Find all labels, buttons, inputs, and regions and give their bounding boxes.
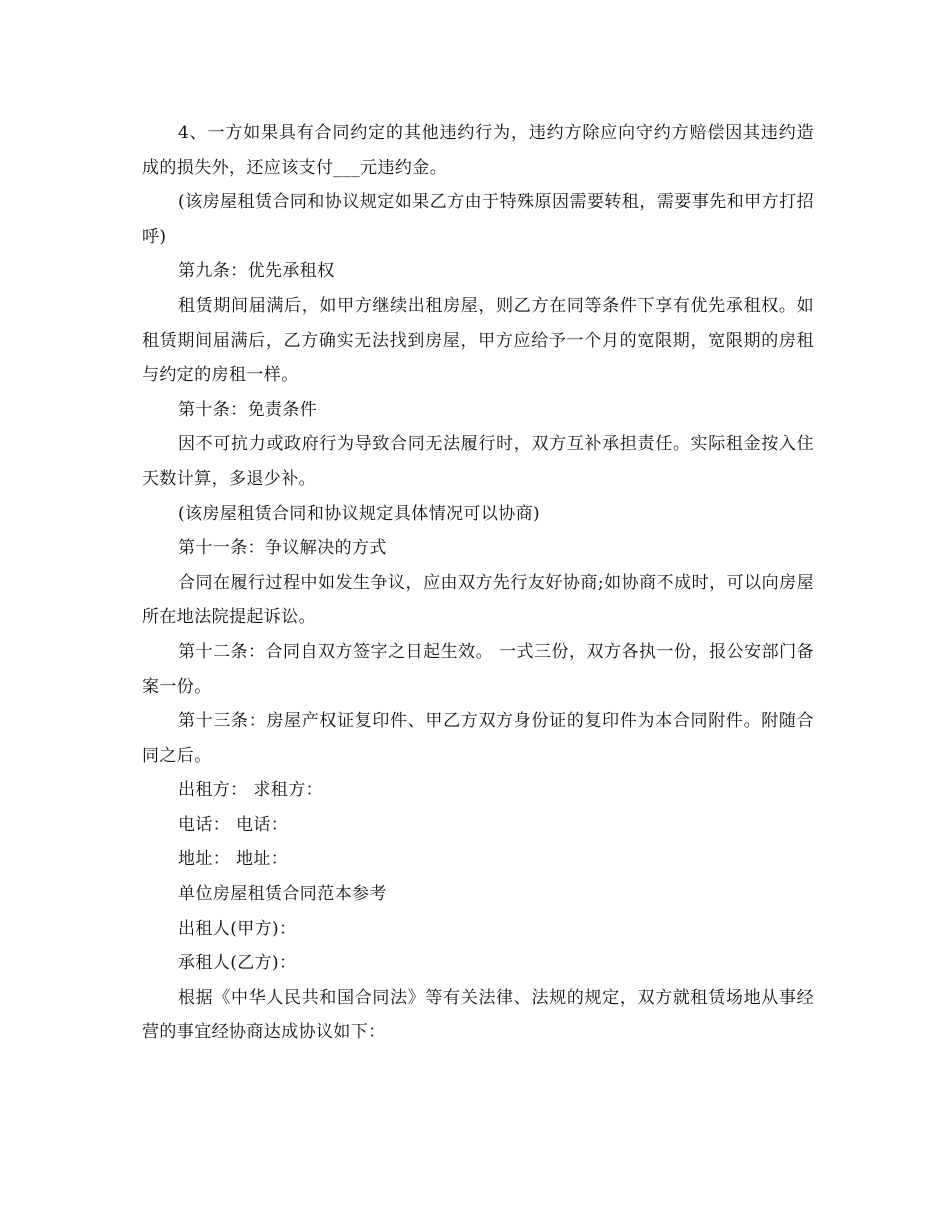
article-9-text: 租赁期间届满后，如甲方继续出租房屋，则乙方在同等条件下享有优先承租权。如租赁期间届满后，乙方确实无法找到房屋，甲方应给予一个月的宽限期，宽限期的房租与约定的房租一样。	[142, 295, 814, 386]
article-9-heading: 第九条：优先承租权	[178, 261, 335, 282]
article-13-text: 第十三条：房屋产权证复印件、甲乙方双方身份证的复印件为本合同附件。附随合同之后。	[142, 711, 814, 766]
lessee-field: 承租人(乙方)：	[178, 953, 297, 974]
note-negotiable: (该房屋租赁合同和协议规定具体情况可以协商)	[178, 503, 541, 524]
preamble-text: 根据《中华人民共和国合同法》等有关法律、法规的规定，双方就租赁场地从事经营的事宜经协商达成协议如下：	[142, 987, 814, 1043]
signature-address: 地址： 地址：	[178, 849, 289, 870]
template-title: 单位房屋租赁合同范本参考	[178, 884, 387, 905]
note-sublet: (该房屋租赁合同和协议规定如果乙方由于特殊原因需要转租，需要事先和甲方打招呼)	[142, 192, 814, 247]
signature-phone: 电话： 电话：	[178, 814, 289, 835]
article-10-heading: 第十条：免责条件	[178, 399, 318, 420]
article-12-text: 第十二条：合同自双方签字之日起生效。 一式三份，双方各执一份，报公安部门备案一份。	[142, 641, 814, 697]
article-11-text: 合同在履行过程中如发生争议，应由双方先行友好协商;如协商不成时，可以向房屋所在地法院提起诉讼。	[142, 572, 814, 628]
lessor-field: 出租人(甲方)：	[178, 918, 297, 939]
signature-parties: 出租方： 求租方：	[178, 780, 324, 801]
clause-4-penalty: 4、一方如果具有合同约定的其他违约行为，违约方除应向守约方赔偿因其违约造成的损失外，还应该支付___元违约金。	[142, 123, 814, 178]
document-body	[142, 116, 814, 1050]
article-10-text: 因不可抗力或政府行为导致合同无法履行时，双方互补承担责任。实际租金按入住天数计算，多退少补。	[142, 434, 814, 489]
article-11-heading: 第十一条：争议解决的方式	[178, 538, 387, 559]
